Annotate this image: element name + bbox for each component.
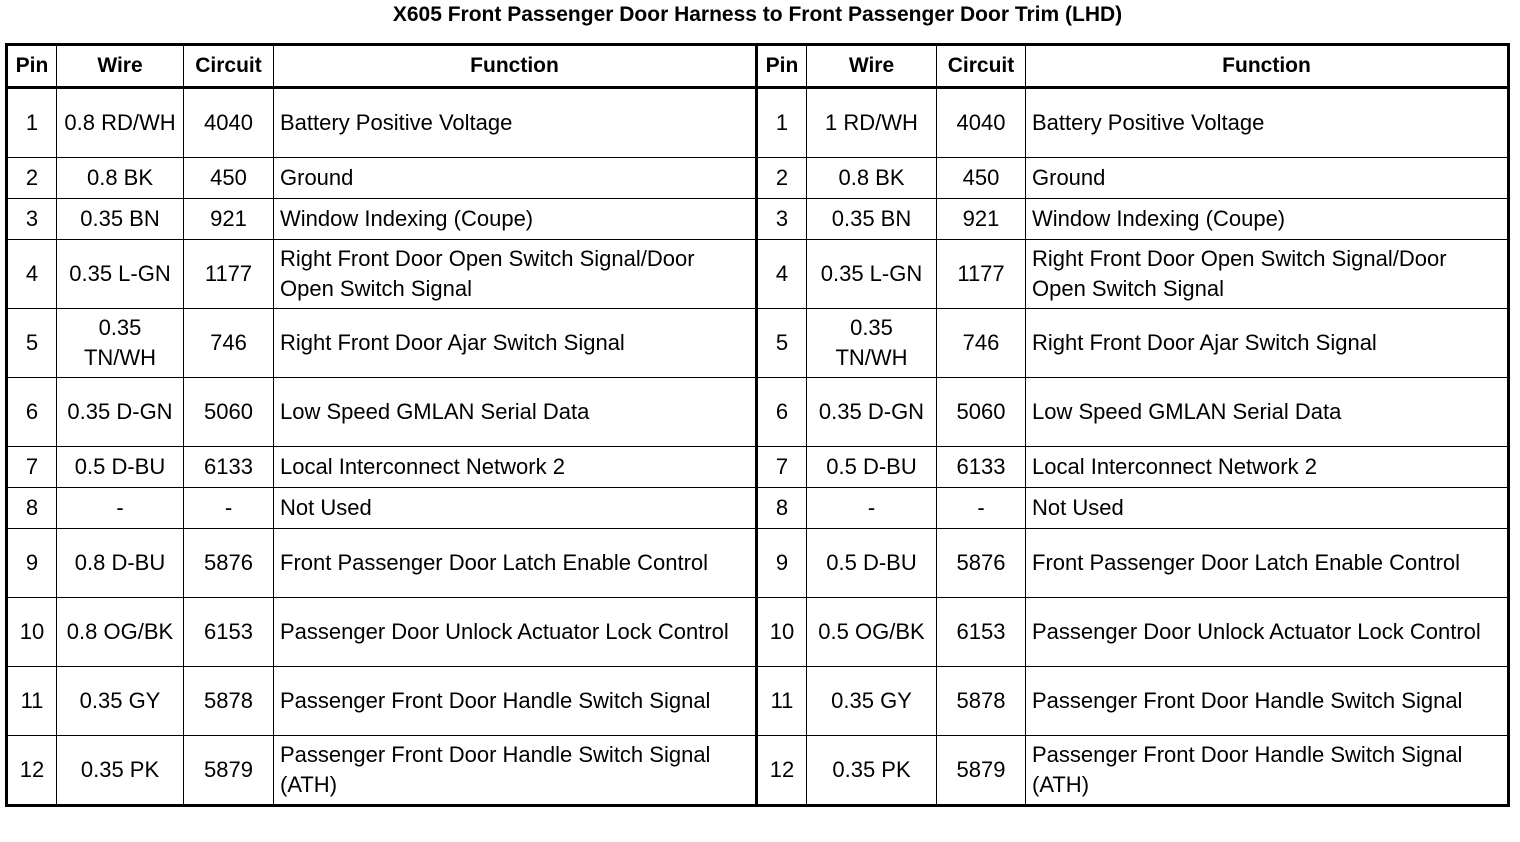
- right-function-cell: Not Used: [1026, 488, 1509, 529]
- right-function-cell: Right Front Door Ajar Switch Signal: [1026, 309, 1509, 378]
- table-body: [7, 88, 1509, 806]
- table-row: [7, 199, 1509, 240]
- left-pin-cell: 7: [7, 447, 57, 488]
- left-circuit-cell: 5879: [184, 736, 274, 806]
- right-wire-cell: 0.35 L-GN: [807, 240, 937, 309]
- right-pin-cell: 9: [757, 529, 807, 598]
- header-function: Function: [1026, 45, 1509, 88]
- table-row: [7, 488, 1509, 529]
- left-function-cell: Right Front Door Ajar Switch Signal: [274, 309, 757, 378]
- right-wire-cell: 1 RD/WH: [807, 88, 937, 158]
- left-circuit-cell: 746: [184, 309, 274, 378]
- right-wire-cell: 0.35 BN: [807, 199, 937, 240]
- right-pin-cell: 3: [757, 199, 807, 240]
- header-wire: Wire: [57, 45, 184, 88]
- left-function-cell: Window Indexing (Coupe): [274, 199, 757, 240]
- header-wire: Wire: [807, 45, 937, 88]
- left-pin-cell: 10: [7, 598, 57, 667]
- left-pin-cell: 5: [7, 309, 57, 378]
- right-wire-cell: 0.35 D-GN: [807, 378, 937, 447]
- right-circuit-cell: 450: [937, 158, 1026, 199]
- right-circuit-cell: -: [937, 488, 1026, 529]
- right-circuit-cell: 921: [937, 199, 1026, 240]
- right-function-cell: Front Passenger Door Latch Enable Control: [1026, 529, 1509, 598]
- left-wire-cell: 0.8 D-BU: [57, 529, 184, 598]
- left-pin-cell: 3: [7, 199, 57, 240]
- right-function-cell: Passenger Front Door Handle Switch Signal (ATH): [1026, 736, 1509, 806]
- left-wire-cell: 0.8 BK: [57, 158, 184, 199]
- table-row: [7, 667, 1509, 736]
- header-pin: Pin: [7, 45, 57, 88]
- right-function-cell: Local Interconnect Network 2: [1026, 447, 1509, 488]
- table-row: [7, 378, 1509, 447]
- header-circuit: Circuit: [184, 45, 274, 88]
- left-function-cell: Battery Positive Voltage: [274, 88, 757, 158]
- left-function-cell: Passenger Door Unlock Actuator Lock Control: [274, 598, 757, 667]
- header-pin: Pin: [757, 45, 807, 88]
- left-wire-cell: 0.8 OG/BK: [57, 598, 184, 667]
- left-pin-cell: 6: [7, 378, 57, 447]
- left-pin-cell: 8: [7, 488, 57, 529]
- right-wire-cell: 0.5 D-BU: [807, 529, 937, 598]
- right-circuit-cell: 1177: [937, 240, 1026, 309]
- right-wire-cell: 0.5 D-BU: [807, 447, 937, 488]
- right-wire-cell: 0.35 GY: [807, 667, 937, 736]
- table-row: [7, 598, 1509, 667]
- right-function-cell: Low Speed GMLAN Serial Data: [1026, 378, 1509, 447]
- right-function-cell: Passenger Door Unlock Actuator Lock Control: [1026, 598, 1509, 667]
- left-circuit-cell: 4040: [184, 88, 274, 158]
- right-circuit-cell: 5060: [937, 378, 1026, 447]
- left-function-cell: Front Passenger Door Latch Enable Control: [274, 529, 757, 598]
- right-wire-cell: 0.5 OG/BK: [807, 598, 937, 667]
- left-function-cell: Ground: [274, 158, 757, 199]
- right-wire-cell: 0.35 TN/WH: [807, 309, 937, 378]
- left-wire-cell: 0.35 D-GN: [57, 378, 184, 447]
- left-circuit-cell: -: [184, 488, 274, 529]
- left-circuit-cell: 6133: [184, 447, 274, 488]
- left-wire-cell: 0.35 PK: [57, 736, 184, 806]
- header-row: [7, 45, 1509, 88]
- left-circuit-cell: 921: [184, 199, 274, 240]
- right-pin-cell: 2: [757, 158, 807, 199]
- left-wire-cell: -: [57, 488, 184, 529]
- right-function-cell: Right Front Door Open Switch Signal/Door Open Switch Signal: [1026, 240, 1509, 309]
- left-pin-cell: 12: [7, 736, 57, 806]
- table-row: [7, 736, 1509, 806]
- right-circuit-cell: 5878: [937, 667, 1026, 736]
- right-pin-cell: 6: [757, 378, 807, 447]
- right-circuit-cell: 6153: [937, 598, 1026, 667]
- right-function-cell: Window Indexing (Coupe): [1026, 199, 1509, 240]
- table-row: [7, 309, 1509, 378]
- right-function-cell: Ground: [1026, 158, 1509, 199]
- left-pin-cell: 1: [7, 88, 57, 158]
- right-wire-cell: -: [807, 488, 937, 529]
- right-function-cell: Passenger Front Door Handle Switch Signal: [1026, 667, 1509, 736]
- left-circuit-cell: 5878: [184, 667, 274, 736]
- page-title: X605 Front Passenger Door Harness to Front Passenger Door Trim (LHD): [392, 3, 1123, 26]
- table-row: [7, 447, 1509, 488]
- left-pin-cell: 11: [7, 667, 57, 736]
- right-pin-cell: 5: [757, 309, 807, 378]
- left-wire-cell: 0.35 BN: [57, 199, 184, 240]
- header-function: Function: [274, 45, 757, 88]
- left-circuit-cell: 450: [184, 158, 274, 199]
- left-wire-cell: 0.5 D-BU: [57, 447, 184, 488]
- left-wire-cell: 0.35 L-GN: [57, 240, 184, 309]
- left-function-cell: Local Interconnect Network 2: [274, 447, 757, 488]
- right-wire-cell: 0.8 BK: [807, 158, 937, 199]
- right-circuit-cell: 4040: [937, 88, 1026, 158]
- left-pin-cell: 9: [7, 529, 57, 598]
- left-pin-cell: 4: [7, 240, 57, 309]
- left-circuit-cell: 5060: [184, 378, 274, 447]
- left-function-cell: Passenger Front Door Handle Switch Signal: [274, 667, 757, 736]
- table-row: [7, 158, 1509, 199]
- pinout-table: [5, 43, 1510, 807]
- left-wire-cell: 0.8 RD/WH: [57, 88, 184, 158]
- right-circuit-cell: 5876: [937, 529, 1026, 598]
- left-function-cell: Right Front Door Open Switch Signal/Door Open Switch Signal: [274, 240, 757, 309]
- right-pin-cell: 12: [757, 736, 807, 806]
- right-pin-cell: 11: [757, 667, 807, 736]
- right-circuit-cell: 6133: [937, 447, 1026, 488]
- table-row: [7, 529, 1509, 598]
- right-circuit-cell: 5879: [937, 736, 1026, 806]
- right-pin-cell: 10: [757, 598, 807, 667]
- left-function-cell: Low Speed GMLAN Serial Data: [274, 378, 757, 447]
- left-wire-cell: 0.35 GY: [57, 667, 184, 736]
- left-function-cell: Not Used: [274, 488, 757, 529]
- right-function-cell: Battery Positive Voltage: [1026, 88, 1509, 158]
- right-pin-cell: 8: [757, 488, 807, 529]
- right-circuit-cell: 746: [937, 309, 1026, 378]
- right-pin-cell: 7: [757, 447, 807, 488]
- left-wire-cell: 0.35 TN/WH: [57, 309, 184, 378]
- right-pin-cell: 4: [757, 240, 807, 309]
- right-wire-cell: 0.35 PK: [807, 736, 937, 806]
- right-pin-cell: 1: [757, 88, 807, 158]
- left-circuit-cell: 5876: [184, 529, 274, 598]
- left-pin-cell: 2: [7, 158, 57, 199]
- left-function-cell: Passenger Front Door Handle Switch Signal (ATH): [274, 736, 757, 806]
- table-row: [7, 88, 1509, 158]
- header-circuit: Circuit: [937, 45, 1026, 88]
- left-circuit-cell: 1177: [184, 240, 274, 309]
- left-circuit-cell: 6153: [184, 598, 274, 667]
- table-row: [7, 240, 1509, 309]
